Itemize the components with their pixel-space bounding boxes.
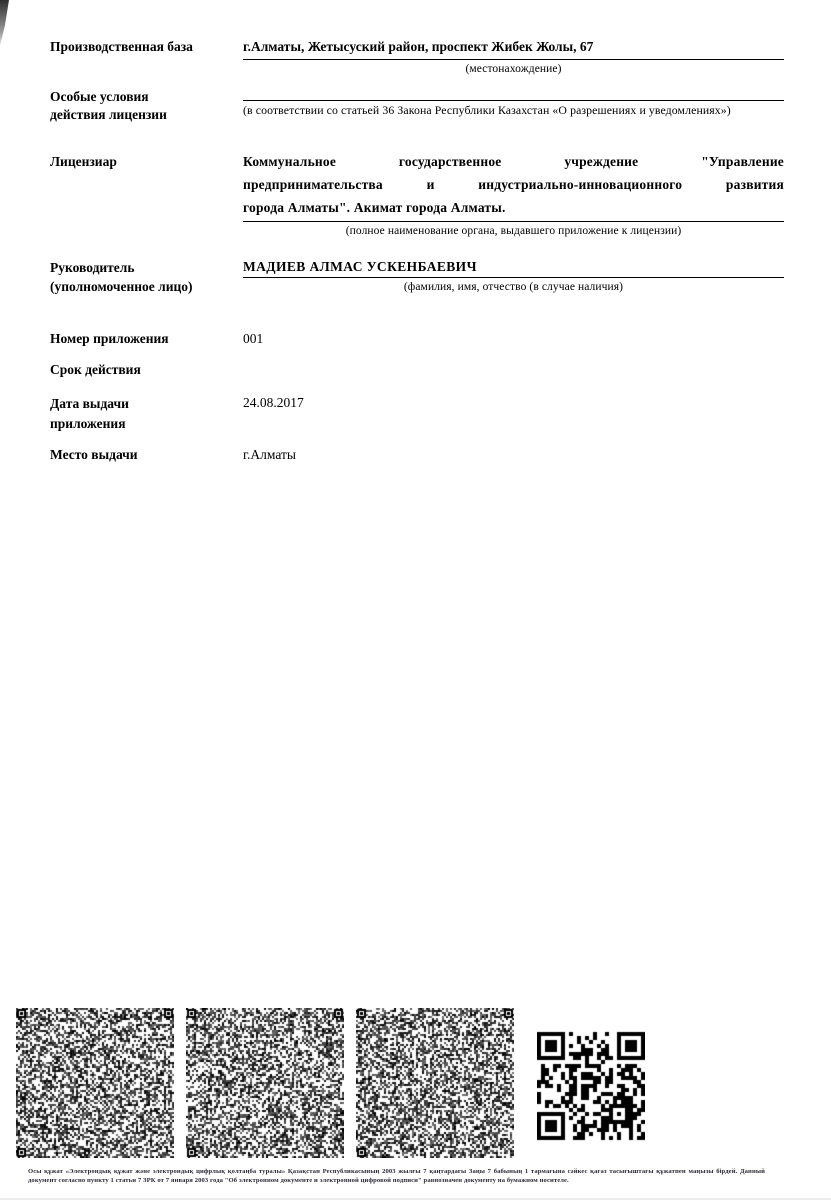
field-label: Лицензиар	[50, 154, 117, 169]
field-label: Номер приложения	[50, 331, 169, 346]
field-issue-date	[50, 394, 784, 434]
field-value: МАДИЕВ АЛМАС УСКЕНБАЕВИЧ	[243, 258, 784, 278]
field-value-line: города Алматы". Акимат города Алматы.	[243, 200, 506, 215]
field-label: Срок действия	[50, 362, 141, 377]
field-production-base	[50, 38, 784, 76]
qr-code	[537, 1029, 645, 1143]
field-value-line: Коммунальное государственное учреждение "Управление	[243, 154, 784, 169]
empty-value-line	[243, 88, 784, 101]
field-value: 001	[243, 331, 264, 346]
field-special-conditions	[50, 88, 784, 124]
field-value	[243, 361, 784, 379]
field-caption: (полное наименование органа, выдавшего приложение к лицензии)	[345, 225, 682, 237]
field-value: г.Алматы, Жетысуский район, проспект Жибек Жолы, 67	[243, 38, 784, 60]
field-head	[50, 258, 784, 296]
field-caption: (фамилия, имя, отчество (в случае наличия)	[403, 281, 624, 293]
field-label: Особые условия действия лицензии	[50, 89, 167, 122]
noise-barcode-stamp-2	[186, 1008, 344, 1158]
noise-barcode-stamp-1	[16, 1008, 174, 1158]
field-label: Производственная база	[50, 39, 193, 54]
scan-edge-artifact	[0, 0, 9, 46]
field-value: 24.08.2017	[243, 395, 304, 410]
field-value: г.Алматы	[243, 447, 296, 462]
field-value-line: предпринимательства и индустриально-инновационного развития	[243, 177, 784, 192]
field-issue-place	[50, 446, 784, 464]
field-label: Дата выдачи приложения	[50, 396, 129, 431]
field-licensor	[50, 150, 784, 238]
legal-disclaimer: Осы құжат «Электрондық құжат және электрондық цифрлық қолтаңба туралы» Қазақстан Республикасының 2003 жылғы 7 қаңтардағы Заңы 7 бабының 1 тармағына сәйкес қағаз тасығыштағы құжатпен маңызы бірдей. Данный документ согласно пункту 1 статьи 7 ЗРК от 7 января 2003 года "Об электронном документе и электронной цифровой подписи" равнозначен документу на бумажном носителе.	[28, 1168, 765, 1184]
field-appendix-number	[50, 330, 784, 348]
field-label: Место выдачи	[50, 447, 138, 462]
field-validity-period	[50, 361, 784, 379]
field-caption: (в соответствии со статьей 36 Закона Республики Казахстан «О разрешениях и уведомлениях»)	[243, 103, 731, 117]
noise-barcode-stamp-3	[356, 1008, 514, 1158]
field-caption: (местонахождение)	[465, 63, 562, 75]
field-label: Руководитель (уполномоченное лицо)	[50, 260, 193, 294]
